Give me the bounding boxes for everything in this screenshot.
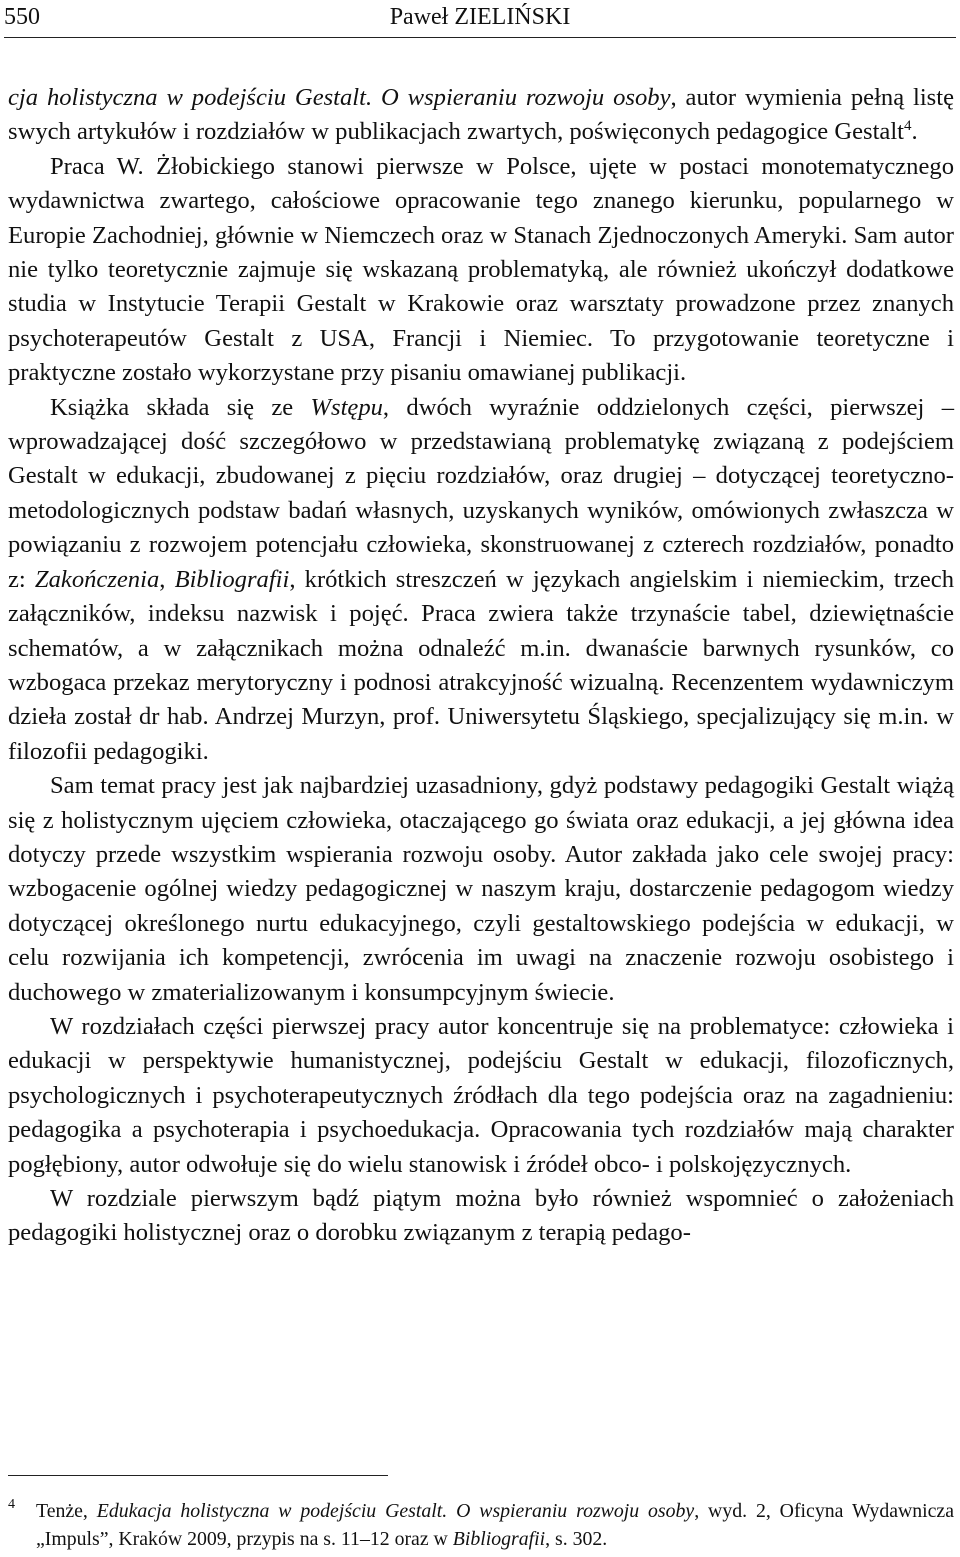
page-header xyxy=(0,0,960,34)
paragraph-4: Sam temat pracy jest jak najbardziej uzasadniony, gdyż podstawy pedagogiki Gestalt wiążą się z holistycznym ujęciem człowieka, otaczającego go świata oraz edukacji, a jej główna idea dotyczy przede wszystkim wspierania rozwoju osoby. Autor zakłada jako cele swojej pracy: wzbogacenie ogólnej wiedzy pedagogicznej w naszym kraju, dostarczenie pedagogom wiedzy dotyczącej określonego nurtu edukacyjnego, czyli gestaltowskiego podejścia w edukacji, w celu rozwijania ich kompetencji, zwrócenia im uwagi na znaczenie rozwoju osobistego i duchowego w zmaterializowanym i konsumpcyjnym świecie. xyxy=(8,772,954,1006)
paragraph-3: Książka składa się ze Wstępu, dwóch wyraźnie oddzielonych części, pierwszej – wprowadzającej dość szczegółowo w przedstawianą problematykę związaną z podejściem Gestalt w edukacji, zbudowanej z pięciu rozdziałów, oraz drugiej – dotyczącej teoretyczno-metodologicznych podstaw badań własnych, uzyskanych wyników, omówionych zwłaszcza w powiązaniu z rozwojem potencjału człowieka, skonstruowanej z czterech rozdziałów, ponadto z: Zakończenia, Bibliografii, krótkich streszczeń w językach angielskim i niemieckim, trzech załączników, indeksu nazwisk i pojęć. Praca zwiera także trzynaście tabel, dziewiętnaście schematów, a w załącznikach można odnaleźć m.in. dwanaście barwnych rysunków, co wzbogaca przekaz merytoryczny i podnosi atrakcyjność wizualną. Recenzentem wydawniczym dzieła został dr hab. Andrzej Murzyn, prof. Uniwersytetu Śląskiego, specjalizujący się m.in. w filozofii pedagogiki. xyxy=(8,393,954,765)
body-text xyxy=(8,81,954,1251)
header-rule xyxy=(4,37,956,38)
footnote-reference: 4 xyxy=(904,118,912,135)
paragraph-1: cja holistyczna w podejściu Gestalt. O wspieraniu rozwoju osoby, autor wymienia pełną listę swych artykułów i rozdziałów w publikacjach zwartych, poświęconych pedagogice Gestalt$^4$. xyxy=(8,84,954,146)
paragraph-2: Praca W. Żłobickiego stanowi pierwsze w Polsce, ujęte w postaci monotematycznego wydawnictwa zwartego, całościowe opracowanie tego znanego kierunku, popularnego w Europie Zachodniej, głównie w Niemczech oraz w Stanach Zjednoczonych Ameryki. Sam autor nie tylko teoretycznie zajmuje się wskazaną problematyką, ale również ukończył dodatkowe studia w Instytucie Terapii Gestalt w Krakowie oraz warsztaty prowadzone przez znanych psychoterapeutów Gestalt z USA, Francji i Niemiec. To przygotowanie teoretyczne i praktyczne zostało wykorzystane przy pisaniu omawianej publikacji. xyxy=(8,152,954,387)
paragraph-6: W rozdziale pierwszym bądź piątym można było również wspomnieć o założeniach pedagogiki holistycznej oraz o dorobku związanym z terapią pedago- xyxy=(8,1185,954,1247)
italic-title: cja holistyczna w podejściu Gestalt. O wspieraniu rozwoju osoby xyxy=(8,84,671,111)
paragraph-5: W rozdziałach części pierwszej pracy autor koncentruje się na problematyce: człowieka i edukacji w perspektywie humanistycznej, podejściu Gestalt w edukacji, filozoficznych, psychologicznych i psychoterapeutycznych źródłach dla tego podejścia oraz na zagadnieniu: pedagogika a psychoterapia i psychoedukacja. Opracowania tych rozdziałów mają charakter pogłębiony, autor odwołuje się do wielu stanowisk i źródeł obco- i polskojęzycznych. xyxy=(8,1012,954,1178)
footnote-rule xyxy=(8,1475,388,1476)
footnote-mark: 4 xyxy=(8,1497,15,1512)
footnote xyxy=(8,1497,954,1553)
running-head-author: Paweł ZIELIŃSKI xyxy=(389,4,571,30)
footnote-text: Tenże, Edukacja holistyczna w podejściu Gestalt. O wspieraniu rozwoju osoby, wyd. 2, Oficyna Wydawnicza „Impuls”, Kraków 2009, przypis na s. 11–12 oraz w Bibliografii, s. 302. xyxy=(36,1500,954,1550)
page-number: 550 xyxy=(4,4,40,30)
